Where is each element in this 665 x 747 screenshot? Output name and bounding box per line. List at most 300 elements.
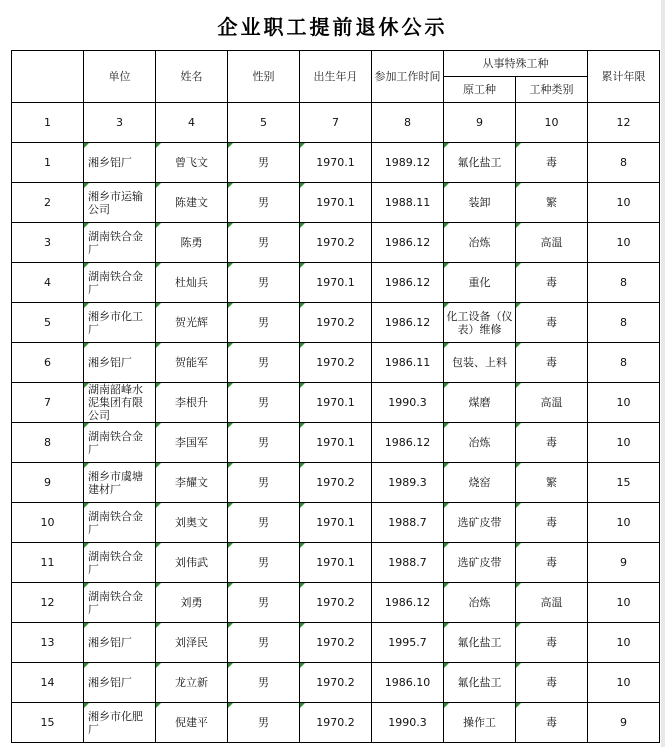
name-cell-text: 倪建平	[175, 716, 208, 729]
birth-cell[interactable]	[300, 503, 372, 543]
years-cell[interactable]	[588, 703, 660, 743]
unit-cell[interactable]	[84, 663, 156, 703]
unit-cell[interactable]	[84, 223, 156, 263]
unit-cell-text: 湖南铁合金厂	[88, 509, 143, 536]
work-type-cell[interactable]	[444, 503, 516, 543]
type-category-cell[interactable]	[516, 263, 588, 303]
work-start-cell-text: 1988.7	[388, 556, 427, 569]
row-number-cell-text: 8	[44, 436, 51, 449]
work-start-cell[interactable]	[372, 263, 444, 303]
birth-cell-text: 1970.2	[316, 596, 355, 609]
work-start-cell[interactable]	[372, 703, 444, 743]
work-start-cell-text: 1986.12	[384, 276, 431, 289]
gender-cell[interactable]	[228, 303, 300, 343]
row-number-cell-text: 12	[40, 596, 55, 609]
work-start-cell[interactable]	[372, 623, 444, 663]
years-cell-text: 8	[620, 276, 627, 289]
type-category-cell-text: 繁	[546, 196, 557, 209]
gender-cell[interactable]	[228, 463, 300, 503]
birth-cell[interactable]	[300, 543, 372, 583]
gender-cell[interactable]	[228, 663, 300, 703]
index-cell[interactable]: 7	[300, 103, 372, 143]
unit-cell[interactable]	[84, 423, 156, 463]
row-number-cell-text: 10	[40, 516, 55, 529]
name-cell-text: 贺能军	[175, 356, 208, 369]
birth-cell[interactable]	[300, 303, 372, 343]
header-name[interactable]: 姓名	[156, 51, 228, 103]
type-category-cell[interactable]	[516, 423, 588, 463]
birth-cell-text: 1970.1	[316, 156, 355, 169]
birth-cell[interactable]	[300, 463, 372, 503]
work-type-cell-text: 化工设备（仪表）维修	[446, 309, 513, 336]
unit-cell[interactable]	[84, 583, 156, 623]
work-start-cell[interactable]	[372, 543, 444, 583]
name-cell[interactable]	[156, 263, 228, 303]
birth-cell[interactable]	[300, 263, 372, 303]
type-category-cell[interactable]	[516, 663, 588, 703]
years-cell[interactable]	[588, 383, 660, 423]
retirement-table	[11, 50, 660, 743]
table-row	[12, 263, 660, 303]
table-row	[12, 463, 660, 503]
index-cell[interactable]: 10	[516, 103, 588, 143]
name-cell-text: 李国军	[175, 436, 208, 449]
row-number-cell[interactable]	[12, 583, 84, 623]
work-start-cell-text: 1988.7	[388, 516, 427, 529]
years-cell-text: 10	[616, 516, 631, 529]
table-row	[12, 143, 660, 183]
table-row	[12, 703, 660, 743]
work-start-cell[interactable]	[372, 183, 444, 223]
name-cell-text: 贺光辉	[175, 316, 208, 329]
type-category-cell-text: 毒	[546, 556, 557, 569]
birth-cell-text: 1970.1	[316, 276, 355, 289]
row-number-cell-text: 9	[44, 476, 51, 489]
years-cell-text: 10	[616, 676, 631, 689]
birth-cell[interactable]	[300, 703, 372, 743]
work-type-cell-text: 冶炼	[468, 596, 491, 609]
birth-cell-text: 1970.2	[316, 676, 355, 689]
row-number-cell[interactable]	[12, 703, 84, 743]
header-special-group[interactable]: 从事特殊工种	[444, 51, 588, 77]
work-start-cell[interactable]	[372, 583, 444, 623]
years-cell[interactable]	[588, 423, 660, 463]
index-cell[interactable]: 9	[444, 103, 516, 143]
row-number-cell[interactable]	[12, 143, 84, 183]
index-cell[interactable]: 4	[156, 103, 228, 143]
birth-cell-text: 1970.1	[316, 196, 355, 209]
years-cell[interactable]	[588, 583, 660, 623]
birth-cell-text: 1970.1	[316, 436, 355, 449]
gender-cell-text: 男	[258, 676, 269, 689]
row-number-cell[interactable]	[12, 423, 84, 463]
type-category-cell[interactable]	[516, 223, 588, 263]
header-orig-type[interactable]: 原工种	[444, 77, 516, 103]
row-number-cell[interactable]	[12, 343, 84, 383]
unit-cell[interactable]	[84, 183, 156, 223]
work-type-cell[interactable]	[444, 343, 516, 383]
name-cell[interactable]	[156, 583, 228, 623]
type-category-cell[interactable]	[516, 183, 588, 223]
gender-cell[interactable]	[228, 543, 300, 583]
row-number-cell-text: 2	[44, 196, 51, 209]
years-cell[interactable]	[588, 543, 660, 583]
years-cell-text: 9	[620, 716, 627, 729]
name-cell[interactable]	[156, 543, 228, 583]
row-number-cell-text: 11	[40, 556, 55, 569]
type-category-cell[interactable]	[516, 383, 588, 423]
name-cell-text: 李耀文	[175, 476, 208, 489]
work-type-cell-text: 煤磨	[468, 396, 491, 409]
years-cell-text: 8	[620, 156, 627, 169]
table-row	[12, 183, 660, 223]
index-row	[12, 103, 660, 143]
work-start-cell-text: 1990.3	[388, 396, 427, 409]
years-cell[interactable]	[588, 183, 660, 223]
name-cell-text: 杜灿兵	[175, 276, 208, 289]
birth-cell[interactable]	[300, 183, 372, 223]
work-start-cell-text: 1989.12	[384, 156, 431, 169]
years-cell-text: 10	[616, 196, 631, 209]
gender-cell[interactable]	[228, 343, 300, 383]
work-start-cell-text: 1995.7	[388, 636, 427, 649]
birth-cell-text: 1970.2	[316, 636, 355, 649]
name-cell[interactable]	[156, 623, 228, 663]
name-cell[interactable]	[156, 143, 228, 183]
name-cell-text: 刘勇	[180, 596, 203, 609]
work-start-cell[interactable]	[372, 503, 444, 543]
row-number-cell[interactable]	[12, 463, 84, 503]
years-cell-text: 10	[616, 596, 631, 609]
gender-cell-text: 男	[258, 356, 269, 369]
gender-cell[interactable]	[228, 263, 300, 303]
type-category-cell[interactable]	[516, 503, 588, 543]
work-type-cell-text: 操作工	[463, 716, 496, 729]
type-category-cell-text: 毒	[546, 156, 557, 169]
years-cell-text: 9	[620, 556, 627, 569]
name-cell-text: 曾飞文	[175, 156, 208, 169]
unit-cell[interactable]	[84, 263, 156, 303]
work-type-cell-text: 烧窑	[468, 476, 491, 489]
row-number-cell-text: 5	[44, 316, 51, 329]
name-cell[interactable]	[156, 343, 228, 383]
unit-cell[interactable]	[84, 703, 156, 743]
unit-cell[interactable]	[84, 623, 156, 663]
birth-cell-text: 1970.2	[316, 716, 355, 729]
row-number-cell[interactable]	[12, 663, 84, 703]
unit-cell-text: 湖南铁合金厂	[88, 549, 143, 576]
work-type-cell-text: 重化	[468, 276, 491, 289]
birth-cell-text: 1970.1	[316, 516, 355, 529]
type-category-cell-text: 高温	[540, 396, 563, 409]
unit-cell[interactable]	[84, 303, 156, 343]
type-category-cell[interactable]	[516, 583, 588, 623]
name-cell-text: 刘奥文	[175, 516, 208, 529]
unit-cell-text: 湖南韶峰水泥集团有限公司	[88, 383, 143, 422]
years-cell[interactable]	[588, 303, 660, 343]
work-start-cell[interactable]	[372, 143, 444, 183]
row-number-cell-text: 15	[40, 716, 55, 729]
birth-cell[interactable]	[300, 423, 372, 463]
work-start-cell[interactable]	[372, 383, 444, 423]
row-number-cell[interactable]	[12, 303, 84, 343]
work-start-cell-text: 1986.10	[384, 676, 431, 689]
type-category-cell[interactable]	[516, 623, 588, 663]
name-cell[interactable]	[156, 223, 228, 263]
work-start-cell-text: 1986.12	[384, 316, 431, 329]
birth-cell-text: 1970.2	[316, 476, 355, 489]
work-start-cell[interactable]	[372, 463, 444, 503]
birth-cell[interactable]	[300, 343, 372, 383]
header-row-1	[12, 51, 660, 77]
gender-cell[interactable]	[228, 143, 300, 183]
name-cell[interactable]	[156, 183, 228, 223]
row-number-cell-text: 3	[44, 236, 51, 249]
work-type-cell[interactable]	[444, 663, 516, 703]
gender-cell[interactable]	[228, 623, 300, 663]
gender-cell-text: 男	[258, 316, 269, 329]
years-cell-text: 10	[616, 436, 631, 449]
unit-cell[interactable]	[84, 343, 156, 383]
unit-cell-text: 湖南铁合金厂	[88, 229, 143, 256]
row-number-cell-text: 1	[44, 156, 51, 169]
gender-cell-text: 男	[258, 156, 269, 169]
work-type-cell-text: 选矿皮带	[457, 556, 502, 569]
type-category-cell-text: 毒	[546, 676, 557, 689]
years-cell[interactable]	[588, 663, 660, 703]
type-category-cell-text: 毒	[546, 276, 557, 289]
work-start-cell[interactable]	[372, 303, 444, 343]
row-number-cell[interactable]	[12, 263, 84, 303]
type-category-cell-text: 毒	[546, 716, 557, 729]
gender-cell[interactable]	[228, 223, 300, 263]
work-type-cell-text: 装卸	[468, 196, 491, 209]
row-number-cell-text: 13	[40, 636, 55, 649]
gender-cell[interactable]	[228, 423, 300, 463]
work-type-cell[interactable]	[444, 423, 516, 463]
type-category-cell-text: 高温	[540, 236, 563, 249]
work-start-cell-text: 1986.11	[384, 356, 431, 369]
work-type-cell[interactable]	[444, 263, 516, 303]
table-row	[12, 663, 660, 703]
name-cell[interactable]	[156, 663, 228, 703]
gender-cell-text: 男	[258, 516, 269, 529]
index-cell[interactable]: 8	[372, 103, 444, 143]
gender-cell[interactable]	[228, 503, 300, 543]
gender-cell-text: 男	[258, 716, 269, 729]
header-work-start[interactable]: 参加工作时间	[372, 51, 444, 103]
years-cell[interactable]	[588, 503, 660, 543]
unit-cell-text: 湘乡市运输公司	[88, 189, 143, 216]
unit-cell-text: 湘乡市虞塘建材厂	[88, 469, 143, 496]
unit-cell-text: 湘乡铝厂	[88, 676, 132, 689]
gender-cell[interactable]	[228, 583, 300, 623]
header-type-category[interactable]: 工种类别	[516, 77, 588, 103]
name-cell-text: 李根升	[175, 396, 208, 409]
work-type-cell[interactable]	[444, 463, 516, 503]
unit-cell-text: 湘乡铝厂	[88, 356, 132, 369]
work-type-cell[interactable]	[444, 543, 516, 583]
years-cell-text: 10	[616, 396, 631, 409]
gender-cell-text: 男	[258, 556, 269, 569]
gender-cell-text: 男	[258, 396, 269, 409]
years-cell[interactable]	[588, 343, 660, 383]
unit-cell-text: 湘乡铝厂	[88, 636, 132, 649]
type-category-cell-text: 毒	[546, 356, 557, 369]
work-start-cell-text: 1986.12	[384, 596, 431, 609]
work-type-cell[interactable]	[444, 623, 516, 663]
index-cell[interactable]: 5	[228, 103, 300, 143]
work-start-cell-text: 1986.12	[384, 236, 431, 249]
work-type-cell-text: 冶炼	[468, 436, 491, 449]
years-cell-text: 15	[616, 476, 631, 489]
years-cell[interactable]	[588, 143, 660, 183]
work-start-cell[interactable]	[372, 423, 444, 463]
gender-cell-text: 男	[258, 276, 269, 289]
type-category-cell-text: 高温	[540, 596, 563, 609]
unit-cell-text: 湖南铁合金厂	[88, 269, 143, 296]
header-unit[interactable]: 单位	[84, 51, 156, 103]
work-start-cell[interactable]	[372, 223, 444, 263]
gender-cell-text: 男	[258, 476, 269, 489]
row-number-cell[interactable]	[12, 623, 84, 663]
unit-cell-text: 湖南铁合金厂	[88, 589, 143, 616]
gender-cell-text: 男	[258, 636, 269, 649]
gender-cell-text: 男	[258, 596, 269, 609]
row-number-cell-text: 14	[40, 676, 55, 689]
gender-cell[interactable]	[228, 383, 300, 423]
years-cell[interactable]	[588, 623, 660, 663]
work-type-cell[interactable]	[444, 383, 516, 423]
work-start-cell-text: 1989.3	[388, 476, 427, 489]
unit-cell[interactable]	[84, 503, 156, 543]
header-birth[interactable]: 出生年月	[300, 51, 372, 103]
right-edge	[661, 0, 665, 747]
row-number-cell[interactable]	[12, 223, 84, 263]
unit-cell-text: 湘乡市化肥厂	[88, 709, 143, 736]
work-start-cell[interactable]	[372, 343, 444, 383]
name-cell[interactable]	[156, 703, 228, 743]
name-cell-text: 陈勇	[180, 236, 203, 249]
birth-cell-text: 1970.1	[316, 396, 355, 409]
type-category-cell[interactable]	[516, 143, 588, 183]
index-cell[interactable]: 1	[12, 103, 84, 143]
work-type-cell[interactable]	[444, 223, 516, 263]
type-category-cell[interactable]	[516, 543, 588, 583]
work-type-cell-text: 氟化盐工	[457, 156, 502, 169]
table-row	[12, 223, 660, 263]
header-years[interactable]: 累计年限	[588, 51, 660, 103]
work-type-cell[interactable]	[444, 583, 516, 623]
type-category-cell-text: 毒	[546, 436, 557, 449]
unit-cell-text: 湘乡市化工厂	[88, 309, 143, 336]
unit-cell[interactable]	[84, 543, 156, 583]
years-cell[interactable]	[588, 223, 660, 263]
type-category-cell[interactable]	[516, 343, 588, 383]
row-number-cell-text: 4	[44, 276, 51, 289]
table-row	[12, 343, 660, 383]
birth-cell[interactable]	[300, 383, 372, 423]
name-cell-text: 刘泽民	[175, 636, 208, 649]
work-start-cell-text: 1986.12	[384, 436, 431, 449]
header-gender[interactable]: 性别	[228, 51, 300, 103]
unit-cell[interactable]	[84, 143, 156, 183]
gender-cell-text: 男	[258, 236, 269, 249]
name-cell[interactable]	[156, 383, 228, 423]
type-category-cell[interactable]	[516, 703, 588, 743]
years-cell[interactable]	[588, 463, 660, 503]
name-cell[interactable]	[156, 503, 228, 543]
birth-cell[interactable]	[300, 663, 372, 703]
birth-cell-text: 1970.2	[316, 356, 355, 369]
type-category-cell-text: 毒	[546, 636, 557, 649]
table-row	[12, 423, 660, 463]
name-cell-text: 龙立新	[175, 676, 208, 689]
page-title: 企业职工提前退休公示	[217, 14, 448, 39]
name-cell[interactable]	[156, 463, 228, 503]
birth-cell[interactable]	[300, 583, 372, 623]
unit-cell[interactable]	[84, 383, 156, 423]
years-cell-text: 8	[620, 356, 627, 369]
years-cell[interactable]	[588, 263, 660, 303]
work-type-cell[interactable]	[444, 303, 516, 343]
row-number-cell[interactable]	[12, 503, 84, 543]
table-row	[12, 583, 660, 623]
name-cell[interactable]	[156, 303, 228, 343]
type-category-cell[interactable]	[516, 303, 588, 343]
type-category-cell[interactable]	[516, 463, 588, 503]
row-number-cell[interactable]	[12, 383, 84, 423]
index-cell[interactable]: 3	[84, 103, 156, 143]
gender-cell[interactable]	[228, 703, 300, 743]
unit-cell[interactable]	[84, 463, 156, 503]
birth-cell-text: 1970.1	[316, 556, 355, 569]
table-row	[12, 543, 660, 583]
index-cell[interactable]: 12	[588, 103, 660, 143]
birth-cell-text: 1970.2	[316, 316, 355, 329]
birth-cell[interactable]	[300, 223, 372, 263]
work-start-cell[interactable]	[372, 663, 444, 703]
type-category-cell-text: 毒	[546, 316, 557, 329]
row-number-cell[interactable]	[12, 183, 84, 223]
years-cell-text: 10	[616, 236, 631, 249]
unit-cell-text: 湘乡铝厂	[88, 156, 132, 169]
gender-cell-text: 男	[258, 196, 269, 209]
work-type-cell[interactable]	[444, 183, 516, 223]
gender-cell-text: 男	[258, 436, 269, 449]
work-type-cell-text: 选矿皮带	[457, 516, 502, 529]
name-cell-text: 刘伟武	[175, 556, 208, 569]
work-type-cell-text: 包装、上料	[452, 356, 507, 369]
row-number-cell[interactable]	[12, 543, 84, 583]
work-type-cell[interactable]	[444, 143, 516, 183]
birth-cell[interactable]	[300, 623, 372, 663]
name-cell[interactable]	[156, 423, 228, 463]
table-row	[12, 383, 660, 423]
table-body	[12, 51, 660, 743]
gender-cell[interactable]	[228, 183, 300, 223]
row-number-cell-text: 6	[44, 356, 51, 369]
name-cell-text: 陈建文	[175, 196, 208, 209]
work-start-cell-text: 1988.11	[384, 196, 431, 209]
work-type-cell[interactable]	[444, 703, 516, 743]
work-type-cell-text: 氟化盐工	[457, 676, 502, 689]
work-type-cell-text: 冶炼	[468, 236, 491, 249]
header-number-cell[interactable]	[12, 51, 84, 103]
birth-cell-text: 1970.2	[316, 236, 355, 249]
birth-cell[interactable]	[300, 143, 372, 183]
table-row	[12, 303, 660, 343]
